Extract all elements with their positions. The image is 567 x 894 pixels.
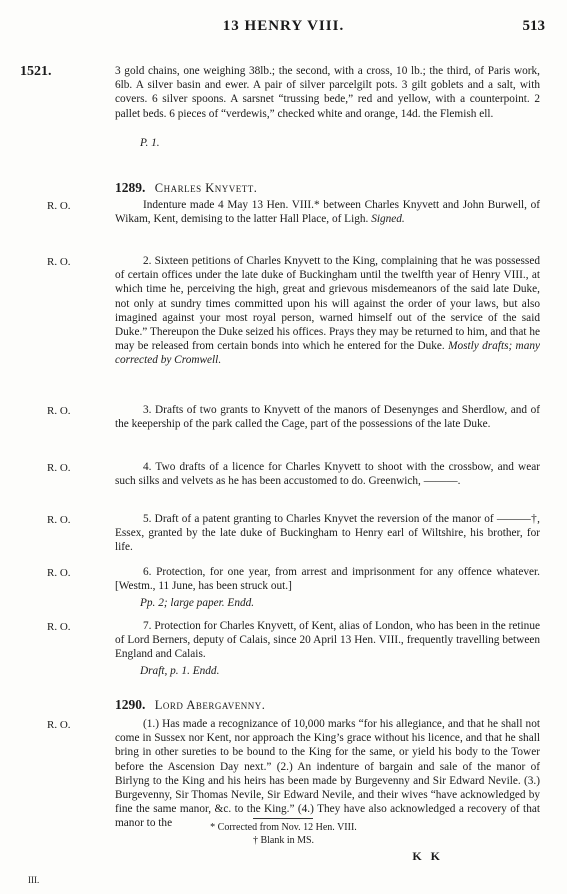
- continuation-paragraph: [115, 64, 540, 121]
- record-office-ref: R. O.: [47, 621, 71, 633]
- entry-item-note: Draft, p. 1. Endd.: [140, 665, 220, 677]
- entry-number: 1289.: [115, 180, 146, 195]
- entry-item-text: 5. Draft of a patent granting to Charles Knyvet the reversion of the manor of ———†, Essex, granted by the late duke of Buckingham to Henry earl of Wiltshire, his brother, for life.: [115, 513, 540, 554]
- signature-mark: K K: [412, 849, 443, 863]
- entry-heading-1290: [115, 697, 265, 713]
- entry-item-note: Mostly drafts; many corrected by Cromwell.: [115, 340, 541, 367]
- entry-item-paragraph: [115, 619, 540, 662]
- entry-item-text: (1.) Has made a recognizance of 10,000 marks “for his allegiance, and that he shall not come in Sussex nor Kent, nor approach the King’s grace without his licence, and that he shall bring in other sureties to be bound to the King for the same, or yield his body to the Tower before the Ascension Day next.” (2.) An indenture of bargain and sale of the manor of Birlyng to the King and his heirs has been made by Burgevenny and Sir Edward Nevile. (3.) Burgevenny, Sir Thomas Nevile, Sir Edward Nevile, and their wives “have acknowledged by fine the same manor, &c. to the King.” (4.) They have also acknowledged a recovery of that manor to the: [115, 718, 540, 830]
- record-office-ref: R. O.: [47, 567, 71, 579]
- running-title: 13 HENRY VIII.: [222, 18, 345, 34]
- entry-item-text: Indenture made 4 May 13 Hen. VIII.* between Charles Knyvett and John Burwell, of Wikam, Kent, demising to the latter Hall Place, of Ligh.: [115, 199, 540, 226]
- entry-title: Charles Knyvett.: [154, 181, 258, 195]
- footnote: † Blank in MS.: [252, 835, 315, 846]
- entry-item-paragraph: [115, 460, 540, 488]
- record-office-ref: R. O.: [47, 514, 71, 526]
- record-office-ref: R. O.: [47, 719, 71, 731]
- entry-heading-1289: [115, 180, 257, 196]
- entry-item-note: Pp. 2; large paper. Endd.: [140, 597, 255, 609]
- continuation-text: 3 gold chains, one weighing 38lb.; the second, with a cross, 10 lb.; the third, of Paris work, 6lb. A silver basin and ewer. A pair of silver parcelgilt pots. 3 gilt goblets and a salt, with covers. 6 silver spoons. A sarsnet “trussing bede,” red and yellow, with a counterpoint. 2 pallet beds. 6 pieces of “verdewis,” checked white and orange, 14d. the Flemish ell.: [115, 65, 540, 120]
- margin-year: 1521.: [20, 64, 52, 79]
- entry-item-paragraph: [115, 198, 540, 226]
- entry-number: 1290.: [115, 697, 146, 712]
- entry-item-text: 2. Sixteen petitions of Charles Knyvett to the King, complaining that he was possessed of certain offices under the late duke of Buckingham until the twelfth year of Henry VIII., at which time he, perceiving the high, great and grievous misdemeanors of the said late Duke, not only at sundry times committed upon his will against the order of your laws, but also imagined against your most royal person, warned himself out of the service of the said Duke.” Thereupon the Duke seized his offices. Prays they may be returned to him, and that he may be released from certain bonds into which he entered for the Duke.: [115, 255, 540, 353]
- record-office-ref: R. O.: [47, 462, 71, 474]
- record-office-ref: R. O.: [47, 200, 71, 212]
- continuation-note: P. 1.: [140, 137, 160, 149]
- entry-item-text: 7. Protection for Charles Knyvett, of Kent, alias of London, who has been in the retinue of Lord Berners, deputy of Calais, since 20 April 13 Hen. VIII., frequently travelling between England and Calais.: [115, 620, 540, 661]
- entry-item-note: Signed.: [371, 213, 405, 226]
- entry-item-text: 6. Protection, for one year, from arrest and imprisonment for any offence whatever. [Westm., 11 June, has been struck out.]: [115, 566, 540, 593]
- entry-item-paragraph: [115, 403, 540, 431]
- volume-mark: III.: [28, 875, 40, 885]
- page-number: 513: [522, 18, 545, 34]
- footnote-rule: [253, 818, 313, 819]
- record-office-ref: R. O.: [47, 405, 71, 417]
- footnote: * Corrected from Nov. 12 Hen. VIII.: [210, 822, 357, 833]
- entry-item-paragraph: [115, 512, 540, 555]
- entry-title: Lord Abergavenny.: [154, 698, 266, 712]
- entry-item-paragraph: [115, 565, 540, 593]
- entry-item-paragraph: [115, 254, 540, 368]
- record-office-ref: R. O.: [47, 256, 71, 268]
- entry-item-text: 3. Drafts of two grants to Knyvett of the manors of Desenynges and Sherdlow, and of the keepership of the park called the Cage, part of the possessions of the late Duke.: [115, 404, 540, 431]
- entry-item-text: 4. Two drafts of a licence for Charles Knyvett to shoot with the crossbow, and wear such silks and velvets as he has been accustomed to do. Greenwich, ———.: [115, 461, 540, 488]
- entry-item-paragraph: [115, 717, 540, 831]
